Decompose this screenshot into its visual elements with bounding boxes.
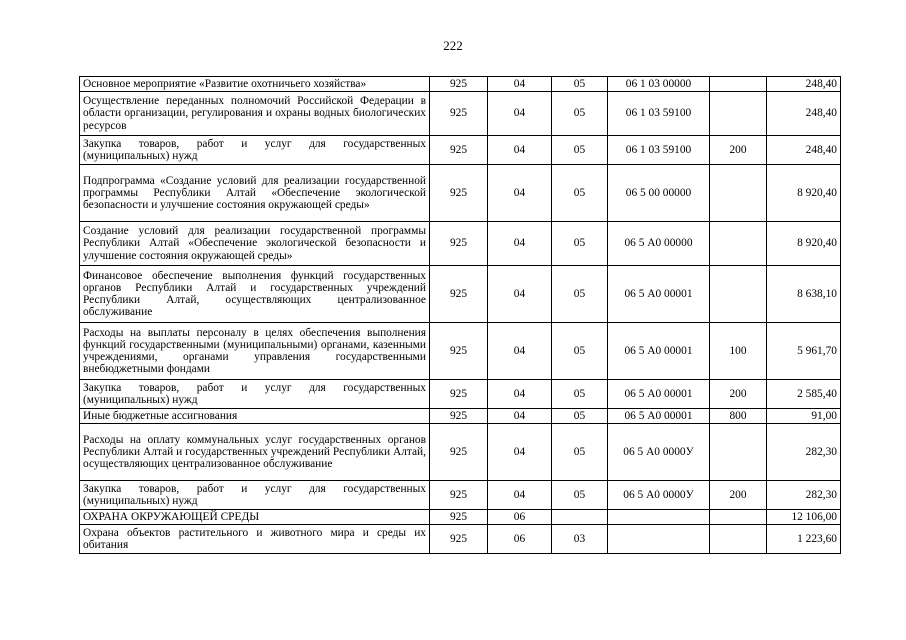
row-target-code [608,510,710,525]
row-section: 06 [488,510,552,525]
table-row [80,481,841,510]
table-row [80,77,841,92]
row-sum: 248,40 [767,77,841,92]
row-expense-type [710,222,767,266]
row-sum: 8 920,40 [767,222,841,266]
row-expense-type: 200 [710,481,767,510]
row-name: Финансовое обеспечение выполнения функций государственных органов Республики Алтай и государственных учреждений Республики Алтай, осуществляющих централизованное обслуживание [80,266,430,323]
row-sum: 8 920,40 [767,165,841,222]
row-section: 04 [488,92,552,136]
row-section: 04 [488,481,552,510]
row-sum: 1 223,60 [767,525,841,554]
row-target-code: 06 1 03 00000 [608,77,710,92]
budget-table-body [80,77,841,554]
row-name: Закупка товаров, работ и услуг для государственных (муниципальных) нужд [80,481,430,510]
row-name: Закупка товаров, работ и услуг для государственных (муниципальных) нужд [80,136,430,165]
row-grbs: 925 [430,510,488,525]
row-target-code: 06 5 А0 0000У [608,424,710,481]
row-name: Закупка товаров, работ и услуг для государственных (муниципальных) нужд [80,380,430,409]
row-name: Охрана объектов растительного и животного мира и среды их обитания [80,525,430,554]
row-section: 04 [488,165,552,222]
row-target-code: 06 5 А0 00001 [608,380,710,409]
row-target-code: 06 5 00 00000 [608,165,710,222]
table-row [80,409,841,424]
row-name: ОХРАНА ОКРУЖАЮЩЕЙ СРЕДЫ [80,510,430,525]
row-expense-type: 800 [710,409,767,424]
row-section: 04 [488,323,552,380]
row-sum: 5 961,70 [767,323,841,380]
table-row [80,136,841,165]
table-row [80,92,841,136]
table-row [80,424,841,481]
row-expense-type: 200 [710,380,767,409]
row-expense-type [710,525,767,554]
row-section: 06 [488,525,552,554]
page-number: 222 [443,38,463,53]
row-subsection: 05 [552,266,608,323]
row-expense-type [710,510,767,525]
row-name: Расходы на выплаты персоналу в целях обеспечения выполнения функций государственными (муниципальными) органами, казенными учреждениями, органами управления государственными внебюджетными фондами [80,323,430,380]
row-sum: 91,00 [767,409,841,424]
row-section: 04 [488,266,552,323]
row-expense-type: 100 [710,323,767,380]
row-subsection: 03 [552,525,608,554]
row-target-code [608,525,710,554]
row-sum: 248,40 [767,92,841,136]
row-grbs: 925 [430,424,488,481]
row-name: Осуществление переданных полномочий Российской Федерации в области организации, регулирования и охраны водных биологических ресурсов [80,92,430,136]
row-subsection: 05 [552,481,608,510]
row-section: 04 [488,380,552,409]
row-expense-type [710,165,767,222]
row-subsection: 05 [552,380,608,409]
row-grbs: 925 [430,266,488,323]
row-target-code: 06 5 А0 00001 [608,323,710,380]
row-sum: 8 638,10 [767,266,841,323]
row-subsection: 05 [552,136,608,165]
row-name: Основное мероприятие «Развитие охотничьего хозяйства» [80,77,430,92]
row-subsection: 05 [552,323,608,380]
row-grbs: 925 [430,525,488,554]
row-expense-type [710,77,767,92]
table-row [80,266,841,323]
row-section: 04 [488,77,552,92]
row-grbs: 925 [430,136,488,165]
row-subsection: 05 [552,92,608,136]
budget-table [79,76,841,554]
row-section: 04 [488,409,552,424]
table-row [80,222,841,266]
row-target-code: 06 5 А0 0000У [608,481,710,510]
row-expense-type [710,92,767,136]
row-name: Подпрограмма «Создание условий для реализации государственной программы Республики Алтай «Обеспечение экологической безопасности и улучшение состояния окружающей среды» [80,165,430,222]
row-expense-type [710,424,767,481]
row-sum: 282,30 [767,481,841,510]
row-grbs: 925 [430,165,488,222]
row-subsection: 05 [552,77,608,92]
table-row [80,510,841,525]
row-sum: 12 106,00 [767,510,841,525]
table-row [80,165,841,222]
row-grbs: 925 [430,481,488,510]
row-subsection: 05 [552,222,608,266]
row-target-code: 06 5 А0 00001 [608,266,710,323]
row-section: 04 [488,424,552,481]
row-subsection: 05 [552,409,608,424]
table-row [80,380,841,409]
table-row [80,525,841,554]
row-section: 04 [488,222,552,266]
row-subsection: 05 [552,165,608,222]
row-sum: 2 585,40 [767,380,841,409]
row-name: Создание условий для реализации государственной программы Республики Алтай «Обеспечение экологической безопасности и улучшение состояния окружающей среды» [80,222,430,266]
row-grbs: 925 [430,380,488,409]
row-target-code: 06 1 03 59100 [608,92,710,136]
row-grbs: 925 [430,323,488,380]
row-expense-type [710,266,767,323]
row-target-code: 06 5 А0 00000 [608,222,710,266]
row-target-code: 06 1 03 59100 [608,136,710,165]
row-name: Иные бюджетные ассигнования [80,409,430,424]
row-grbs: 925 [430,409,488,424]
row-subsection: 05 [552,424,608,481]
row-sum: 282,30 [767,424,841,481]
row-subsection [552,510,608,525]
row-target-code: 06 5 А0 00001 [608,409,710,424]
row-grbs: 925 [430,77,488,92]
row-section: 04 [488,136,552,165]
table-row [80,323,841,380]
row-name: Расходы на оплату коммунальных услуг государственных органов Республики Алтай и государственных учреждений Республики Алтай, осуществляющих централизованное обслуживание [80,424,430,481]
row-grbs: 925 [430,222,488,266]
row-sum: 248,40 [767,136,841,165]
row-grbs: 925 [430,92,488,136]
row-expense-type: 200 [710,136,767,165]
